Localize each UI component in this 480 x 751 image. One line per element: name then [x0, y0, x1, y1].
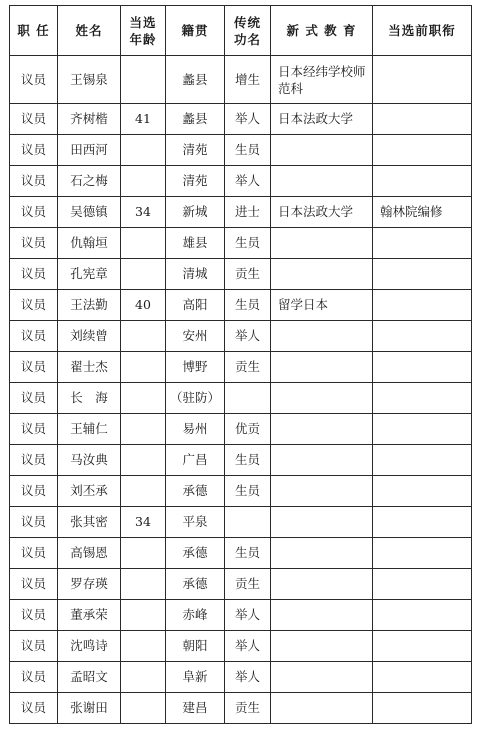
native-place-cell: 承德 [166, 569, 225, 600]
native-place-cell: 赤峰 [166, 600, 225, 631]
name-cell: 王锡泉 [58, 56, 121, 104]
education-cell [271, 662, 373, 693]
traditional-degree-cell: 举人 [225, 321, 271, 352]
prior-title-cell [373, 321, 472, 352]
traditional-degree-cell: 举人 [225, 631, 271, 662]
traditional-degree-cell: 进士 [225, 197, 271, 228]
name-cell: 王辅仁 [58, 414, 121, 445]
traditional-degree-cell: 举人 [225, 166, 271, 197]
age-cell: 34 [121, 507, 166, 538]
native-place-cell: 承德 [166, 476, 225, 507]
name-cell: 孔宪章 [58, 259, 121, 290]
traditional-degree-cell: 贡生 [225, 259, 271, 290]
education-cell [271, 445, 373, 476]
table-row [10, 445, 472, 476]
age-cell [121, 569, 166, 600]
education-cell: 留学日本 [271, 290, 373, 321]
age-cell: 41 [121, 104, 166, 135]
position-cell: 议员 [10, 693, 58, 724]
header-native-place: 籍贯 [166, 6, 225, 56]
name-cell: 沈鸣诗 [58, 631, 121, 662]
table-row [10, 166, 472, 197]
education-cell [271, 476, 373, 507]
header-name: 姓名 [58, 6, 121, 56]
prior-title-cell [373, 290, 472, 321]
age-cell [121, 321, 166, 352]
age-cell [121, 600, 166, 631]
prior-title-cell [373, 228, 472, 259]
header-row [10, 6, 472, 56]
position-cell: 议员 [10, 197, 58, 228]
age-cell [121, 383, 166, 414]
age-cell [121, 662, 166, 693]
table-row [10, 135, 472, 166]
prior-title-cell [373, 383, 472, 414]
table-row [10, 352, 472, 383]
position-cell: 议员 [10, 445, 58, 476]
age-cell: 40 [121, 290, 166, 321]
prior-title-cell [373, 569, 472, 600]
name-cell: 翟士杰 [58, 352, 121, 383]
native-place-cell: 承德 [166, 538, 225, 569]
age-cell [121, 538, 166, 569]
education-cell [271, 259, 373, 290]
prior-title-cell [373, 600, 472, 631]
table-row [10, 569, 472, 600]
traditional-degree-cell: 举人 [225, 104, 271, 135]
native-place-cell: 建昌 [166, 693, 225, 724]
position-cell: 议员 [10, 569, 58, 600]
traditional-degree-cell [225, 507, 271, 538]
position-cell: 议员 [10, 414, 58, 445]
name-cell: 石之梅 [58, 166, 121, 197]
native-place-cell: 清苑 [166, 166, 225, 197]
age-cell [121, 445, 166, 476]
education-cell [271, 693, 373, 724]
name-cell: 齐树楷 [58, 104, 121, 135]
education-cell [271, 135, 373, 166]
native-place-cell: 清苑 [166, 135, 225, 166]
name-cell: 董承荣 [58, 600, 121, 631]
table-row [10, 507, 472, 538]
name-cell: 仇翰垣 [58, 228, 121, 259]
traditional-degree-cell: 生员 [225, 445, 271, 476]
name-cell: 长 海 [58, 383, 121, 414]
header-prior-title: 当选前职衔 [373, 6, 472, 56]
position-cell: 议员 [10, 228, 58, 259]
age-cell [121, 693, 166, 724]
position-cell: 议员 [10, 476, 58, 507]
traditional-degree-cell: 生员 [225, 538, 271, 569]
traditional-degree-cell: 生员 [225, 228, 271, 259]
age-cell [121, 56, 166, 104]
name-cell: 罗存瑛 [58, 569, 121, 600]
native-place-cell: 平泉 [166, 507, 225, 538]
native-place-cell: （驻防） [166, 383, 225, 414]
education-cell [271, 228, 373, 259]
name-cell: 田西河 [58, 135, 121, 166]
prior-title-cell: 翰林院编修 [373, 197, 472, 228]
native-place-cell: 新城 [166, 197, 225, 228]
traditional-degree-cell: 生员 [225, 476, 271, 507]
traditional-degree-cell [225, 383, 271, 414]
traditional-degree-cell: 优贡 [225, 414, 271, 445]
native-place-cell: 阜新 [166, 662, 225, 693]
native-place-cell: 博野 [166, 352, 225, 383]
age-cell [121, 476, 166, 507]
prior-title-cell [373, 259, 472, 290]
prior-title-cell [373, 693, 472, 724]
name-cell: 刘续曾 [58, 321, 121, 352]
education-cell [271, 631, 373, 662]
name-cell: 高锡恩 [58, 538, 121, 569]
position-cell: 议员 [10, 56, 58, 104]
prior-title-cell [373, 662, 472, 693]
traditional-degree-cell: 贡生 [225, 569, 271, 600]
native-place-cell: 清城 [166, 259, 225, 290]
table-row [10, 693, 472, 724]
native-place-cell: 雄县 [166, 228, 225, 259]
position-cell: 议员 [10, 383, 58, 414]
position-cell: 议员 [10, 290, 58, 321]
position-cell: 议员 [10, 507, 58, 538]
native-place-cell: 易州 [166, 414, 225, 445]
age-cell: 34 [121, 197, 166, 228]
table-row [10, 600, 472, 631]
name-cell: 马汝典 [58, 445, 121, 476]
prior-title-cell [373, 507, 472, 538]
table-row [10, 290, 472, 321]
native-place-cell: 朝阳 [166, 631, 225, 662]
prior-title-cell [373, 352, 472, 383]
position-cell: 议员 [10, 259, 58, 290]
name-cell: 吴德镇 [58, 197, 121, 228]
header-age: 当选 年龄 [121, 6, 166, 56]
table-row [10, 259, 472, 290]
position-cell: 议员 [10, 104, 58, 135]
table-row [10, 228, 472, 259]
education-cell: 日本经纬学校师范科 [271, 56, 373, 104]
traditional-degree-cell: 生员 [225, 290, 271, 321]
education-cell [271, 414, 373, 445]
prior-title-cell [373, 135, 472, 166]
education-cell [271, 383, 373, 414]
position-cell: 议员 [10, 600, 58, 631]
name-cell: 刘丕承 [58, 476, 121, 507]
native-place-cell: 蠡县 [166, 104, 225, 135]
traditional-degree-cell: 贡生 [225, 693, 271, 724]
table-row [10, 197, 472, 228]
name-cell: 张谢田 [58, 693, 121, 724]
table-row [10, 104, 472, 135]
position-cell: 议员 [10, 352, 58, 383]
native-place-cell: 蠡县 [166, 56, 225, 104]
table-row [10, 538, 472, 569]
header-traditional-degree: 传统 功名 [225, 6, 271, 56]
education-cell: 日本法政大学 [271, 104, 373, 135]
position-cell: 议员 [10, 662, 58, 693]
members-table [9, 5, 472, 724]
prior-title-cell [373, 414, 472, 445]
position-cell: 议员 [10, 321, 58, 352]
traditional-degree-cell: 贡生 [225, 352, 271, 383]
age-cell [121, 352, 166, 383]
table-row [10, 321, 472, 352]
native-place-cell: 广昌 [166, 445, 225, 476]
prior-title-cell [373, 476, 472, 507]
table-row [10, 56, 472, 104]
age-cell [121, 414, 166, 445]
header-modern-education: 新 式 教 育 [271, 6, 373, 56]
prior-title-cell [373, 104, 472, 135]
table-row [10, 414, 472, 445]
table-row [10, 662, 472, 693]
age-cell [121, 631, 166, 662]
traditional-degree-cell: 举人 [225, 600, 271, 631]
name-cell: 孟昭文 [58, 662, 121, 693]
table-row [10, 476, 472, 507]
position-cell: 议员 [10, 135, 58, 166]
age-cell [121, 135, 166, 166]
education-cell [271, 321, 373, 352]
education-cell [271, 538, 373, 569]
education-cell: 日本法政大学 [271, 197, 373, 228]
position-cell: 议员 [10, 538, 58, 569]
prior-title-cell [373, 445, 472, 476]
prior-title-cell [373, 538, 472, 569]
native-place-cell: 安州 [166, 321, 225, 352]
education-cell [271, 166, 373, 197]
traditional-degree-cell: 生员 [225, 135, 271, 166]
table-body [10, 56, 472, 724]
prior-title-cell [373, 631, 472, 662]
education-cell [271, 507, 373, 538]
age-cell [121, 259, 166, 290]
name-cell: 张其密 [58, 507, 121, 538]
header-position: 职 任 [10, 6, 58, 56]
age-cell [121, 166, 166, 197]
age-cell [121, 228, 166, 259]
native-place-cell: 高阳 [166, 290, 225, 321]
prior-title-cell [373, 56, 472, 104]
education-cell [271, 352, 373, 383]
education-cell [271, 600, 373, 631]
education-cell [271, 569, 373, 600]
table-row [10, 383, 472, 414]
traditional-degree-cell: 举人 [225, 662, 271, 693]
traditional-degree-cell: 增生 [225, 56, 271, 104]
position-cell: 议员 [10, 631, 58, 662]
name-cell: 王法勤 [58, 290, 121, 321]
prior-title-cell [373, 166, 472, 197]
table-row [10, 631, 472, 662]
position-cell: 议员 [10, 166, 58, 197]
